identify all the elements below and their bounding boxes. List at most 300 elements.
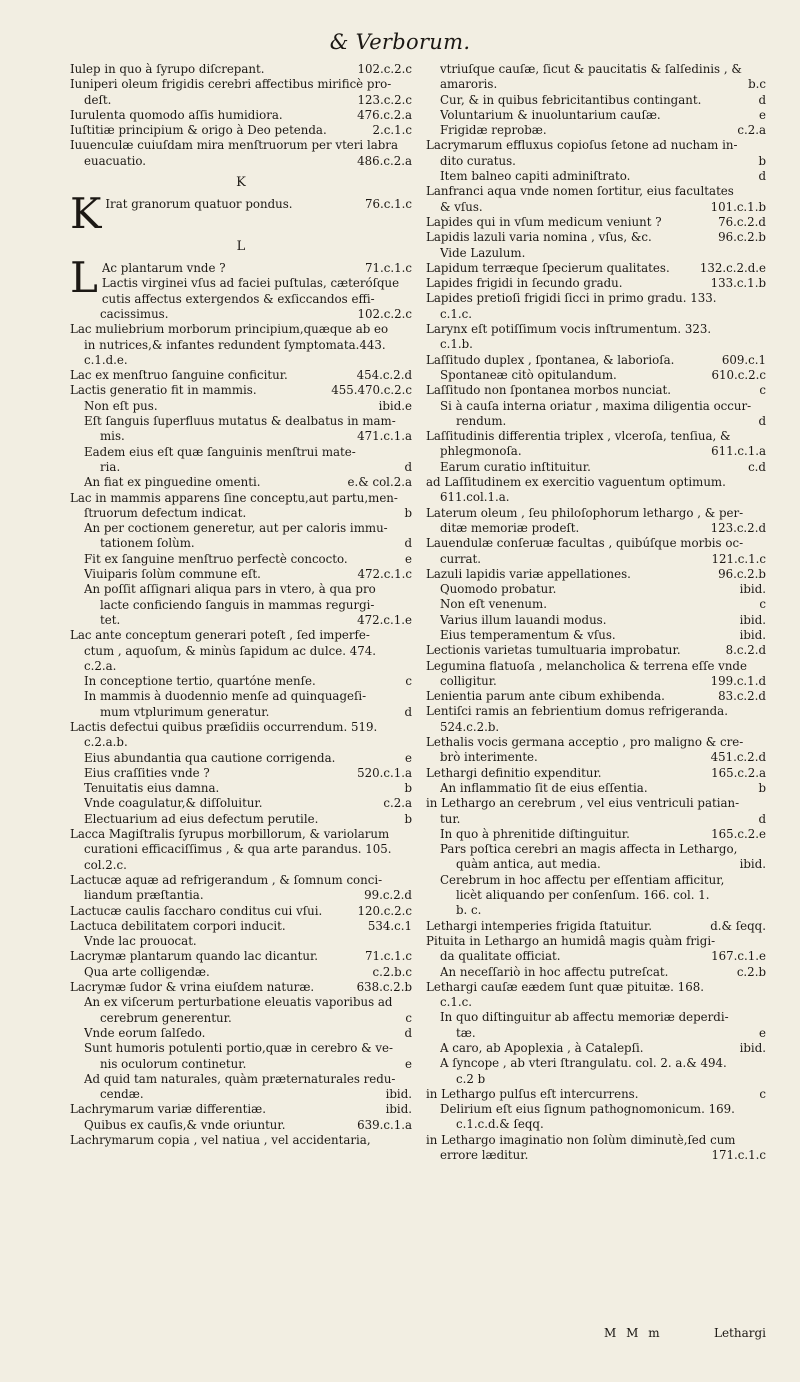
index-line bbox=[70, 735, 412, 750]
entry-reference: 71.c.1.c bbox=[365, 949, 412, 964]
index-line bbox=[426, 552, 766, 567]
index-line bbox=[70, 77, 412, 92]
page-footer bbox=[426, 1326, 766, 1342]
entry-text: c.1.d.e. bbox=[84, 352, 128, 367]
entry-text: In mammis à duodennio menſe ad quinquageſi- bbox=[84, 689, 367, 704]
index-line bbox=[426, 1041, 766, 1056]
entry-text: ad Laſſitudinem ex exercitio vaguentum optimum. bbox=[426, 475, 726, 490]
catchword: Lethargi bbox=[713, 1326, 766, 1340]
entry-reference: ibid. bbox=[739, 582, 766, 597]
index-line bbox=[426, 949, 766, 964]
entry-text: Frigidæ reprobæ. bbox=[440, 123, 547, 138]
index-line bbox=[426, 184, 766, 199]
index-line bbox=[426, 995, 766, 1010]
index-line bbox=[426, 429, 766, 444]
index-line bbox=[426, 750, 766, 765]
index-line bbox=[426, 490, 766, 505]
entry-text: curationi efficaciſſimus , & qua arte parandus. 105. bbox=[84, 842, 392, 857]
entry-text: Laſſitudo duplex , ſpontanea, & laborioſa. bbox=[426, 352, 675, 367]
index-line bbox=[426, 200, 766, 215]
entry-reference: d bbox=[758, 169, 766, 184]
index-line bbox=[426, 62, 766, 77]
index-line bbox=[426, 337, 766, 352]
index-line bbox=[70, 521, 412, 536]
entry-text: Legumina flatuoſa , melancholica & terrena eſſe vnde bbox=[426, 658, 747, 673]
index-line bbox=[70, 567, 412, 582]
entry-text: Vnde coagulatur,& diſſoluitur. bbox=[84, 796, 263, 811]
entry-text: in Lethargo imaginatio non ſolùm diminutè,ſed cum bbox=[426, 1132, 736, 1147]
entry-text: Eius craſſities vnde ? bbox=[84, 765, 210, 780]
index-line bbox=[426, 93, 766, 108]
entry-text: A caro, ab Apoplexia , à Catalepſi. bbox=[440, 1041, 644, 1055]
index-line bbox=[426, 965, 766, 980]
entry-text: In conceptione tertio, quartóne menſe. bbox=[84, 674, 316, 689]
entry-text: 611.col.1.a. bbox=[440, 490, 510, 505]
entry-text: Lazuli lapidis variæ appellationes. bbox=[426, 566, 631, 581]
entry-text: Lacrymarum effluxus copioſus ſetone ad nucham in- bbox=[426, 138, 738, 153]
entry-text: liandum præſtantia. bbox=[84, 888, 204, 903]
running-header: & Verborum. bbox=[329, 30, 471, 54]
index-line bbox=[426, 383, 766, 398]
index-line bbox=[426, 444, 766, 459]
entry-text: Si à cauſa interna oriatur , maxima diligentia occur- bbox=[440, 398, 752, 413]
entry-text: dito curatus. bbox=[440, 153, 516, 168]
entry-text: tationem ſolùm. bbox=[100, 536, 195, 551]
entry-text: vtriuſque cauſæ, ſicut & paucitatis & ſalſedinis , & bbox=[440, 62, 742, 76]
index-line bbox=[426, 873, 766, 888]
entry-text: currat. bbox=[440, 551, 482, 566]
entry-reference: d bbox=[758, 413, 766, 428]
index-line bbox=[426, 246, 766, 261]
entry-reference: e bbox=[759, 107, 766, 122]
index-line bbox=[426, 689, 766, 704]
entry-text: An poſſit aſſignari aliqua pars in vtero, à qua pro bbox=[84, 582, 376, 597]
entry-reference: 165.c.2.e bbox=[711, 826, 766, 841]
entry-reference: c bbox=[759, 1086, 766, 1101]
entry-reference: c.2.b.c bbox=[372, 964, 412, 979]
entry-text: Lethargi definitio expenditur. bbox=[426, 765, 602, 780]
entry-text: Eius abundantia qua cautione corrigenda. bbox=[84, 750, 336, 765]
entry-text: Lectionis varietas tumultuaria improbatur. bbox=[426, 643, 681, 658]
index-line bbox=[426, 215, 766, 230]
entry-text: An neceſſariò in hoc affectu putreſcat. bbox=[440, 964, 669, 979]
index-line bbox=[426, 827, 766, 842]
index-line bbox=[70, 674, 412, 689]
entry-reference: 96.c.2.b bbox=[718, 230, 766, 245]
entry-reference: 123.c.2.c bbox=[357, 92, 412, 107]
entry-reference: e bbox=[405, 1056, 412, 1071]
entry-text: Qua arte colligendæ. bbox=[84, 964, 210, 979]
index-line bbox=[70, 965, 412, 980]
entry-text: lacte conficiendo ſanguis in mammas regurgi- bbox=[100, 597, 375, 612]
entry-text: 524.c.2.b. bbox=[440, 719, 500, 734]
entry-text: Laterum oleum , ſeu philoſophorum lethargo , & per- bbox=[426, 505, 744, 520]
entry-text: in Lethargo pulſus eſt intercurrens. bbox=[426, 1086, 639, 1101]
index-line bbox=[426, 1148, 766, 1163]
entry-text: amaroris. bbox=[440, 77, 498, 92]
index-line bbox=[426, 659, 766, 674]
entry-reference: e bbox=[759, 1025, 766, 1040]
entry-reference: 83.c.2.d bbox=[718, 689, 766, 704]
index-line bbox=[70, 827, 412, 842]
entry-text: b. c. bbox=[456, 903, 482, 918]
index-line bbox=[70, 368, 412, 383]
entry-reference: c.2.a bbox=[737, 123, 766, 138]
index-line bbox=[70, 720, 412, 735]
index-line bbox=[70, 536, 412, 551]
index-line bbox=[70, 582, 412, 597]
entry-reference: 639.c.1.a bbox=[357, 1117, 412, 1132]
index-line bbox=[426, 857, 766, 872]
index-line bbox=[426, 1010, 766, 1025]
entry-text: Lacca Magiſtralis ſyrupus morbillorum, & variolarum bbox=[70, 827, 390, 842]
entry-text: Lapides frigidi in ſecundo gradu. bbox=[426, 276, 623, 291]
entry-reference: 611.c.1.a bbox=[711, 444, 766, 459]
entry-reference: c.2.b bbox=[736, 964, 766, 979]
entry-reference: 520.c.1.a bbox=[357, 765, 412, 780]
entry-reference: 76.c.2.d bbox=[718, 214, 766, 229]
index-line bbox=[426, 399, 766, 414]
entry-text: Vnde eorum ſalſedo. bbox=[84, 1025, 206, 1040]
index-line bbox=[426, 903, 766, 918]
entry-text: Lapidis lazuli varia nomina , vſus, &c. bbox=[426, 230, 652, 245]
entry-text: Eius temperamentum & vſus. bbox=[440, 627, 616, 642]
entry-text: Lentiſci ramis an febrientium domus refrigeranda. bbox=[426, 704, 728, 719]
index-line bbox=[70, 1087, 412, 1102]
entry-text: Laſſitudinis differentia triplex , vlceroſa, tenſiua, & bbox=[426, 429, 731, 444]
entry-reference: e bbox=[405, 750, 412, 765]
entry-text: deſt. bbox=[84, 92, 112, 107]
entry-text: A ſyncope , ab vteri ſtrangulatu. col. 2. a.& 494. bbox=[440, 1056, 727, 1071]
index-line bbox=[426, 812, 766, 827]
index-line bbox=[70, 888, 412, 903]
entry-text: Varius illum lauandi modus. bbox=[440, 612, 607, 627]
entry-reference: 123.c.2.d bbox=[710, 520, 766, 535]
entry-text: Pars poſtica cerebri an magis affecta in Lethargo, bbox=[440, 842, 738, 857]
entry-text: c.2 b bbox=[456, 1071, 486, 1086]
entry-reference: 451.c.2.d bbox=[710, 750, 766, 765]
entry-text: Ad quid tam naturales, quàm præternaturales redu- bbox=[84, 1071, 396, 1086]
index-line bbox=[70, 949, 412, 964]
index-line bbox=[70, 980, 412, 995]
entry-text: Lauendulæ conſeruæ facultas , quibúſque morbis oc- bbox=[426, 536, 744, 551]
entry-reference: 71.c.1.c bbox=[365, 261, 412, 276]
entry-text: Lactis virginei vſus ad faciei puſtulas, cæteróſque bbox=[101, 276, 400, 291]
index-line bbox=[70, 873, 412, 888]
entry-reference: 121.c.1.c bbox=[711, 551, 766, 566]
drop-cap-l: L bbox=[70, 253, 98, 303]
entry-text: Vnde lac prouocat. bbox=[84, 934, 197, 949]
entry-text: brò interimente. bbox=[440, 750, 538, 765]
entry-text: In quo diſtinguitur ab affectu memoriæ deperdi- bbox=[440, 1010, 729, 1025]
entry-text: nis oculorum continetur. bbox=[100, 1056, 247, 1071]
entry-reference: b bbox=[758, 780, 766, 795]
index-line bbox=[70, 506, 412, 521]
index-line bbox=[70, 904, 412, 919]
index-line bbox=[70, 766, 412, 781]
entry-reference: 534.c.1 bbox=[367, 918, 412, 933]
index-line bbox=[426, 796, 766, 811]
entry-text: Vide Lazulum. bbox=[440, 245, 526, 260]
entry-text: c.1.c. bbox=[440, 995, 472, 1010]
entry-text: Iurulenta quomodo aſſis humidiora. bbox=[70, 107, 283, 122]
index-line bbox=[70, 460, 412, 475]
index-line bbox=[426, 613, 766, 628]
entry-reference: ibid.e bbox=[378, 398, 412, 413]
entry-text: Larynx eſt potiſſimum vocis inſtrumentum. 323. bbox=[426, 322, 712, 337]
entry-reference: d bbox=[404, 704, 412, 719]
entry-reference: 171.c.1.c bbox=[711, 1148, 766, 1163]
entry-text: mis. bbox=[100, 429, 125, 444]
entry-text: Voluntarium & inuoluntarium cauſæ. bbox=[440, 107, 661, 122]
entry-text: Lac in mammis apparens ſine conceptu,aut partu,men- bbox=[70, 490, 398, 505]
index-line bbox=[426, 704, 766, 719]
index-line bbox=[426, 1117, 766, 1132]
index-line bbox=[426, 322, 766, 337]
index-line bbox=[426, 980, 766, 995]
entry-text: Viuiparis ſolùm commune eſt. bbox=[84, 567, 261, 582]
entry-text: Eſt ſanguis ſuperfluus mutatus & dealbatus in mam- bbox=[84, 414, 396, 429]
entry-text: in Lethargo an cerebrum , vel eius ventriculi patian- bbox=[426, 796, 740, 811]
entry-reference: c bbox=[405, 1010, 412, 1025]
entry-reference: 76.c.1.c bbox=[365, 197, 412, 212]
index-line bbox=[70, 353, 412, 368]
entry-text: Tenuitatis eius damna. bbox=[84, 781, 220, 796]
entry-reference: 102.c.2.c bbox=[357, 62, 412, 76]
entry-text: in nutrices,& infantes redundent ſymptomata.443. bbox=[84, 337, 386, 352]
index-line bbox=[102, 292, 412, 307]
index-line bbox=[426, 1056, 766, 1071]
entry-text: da qualitate officiat. bbox=[440, 949, 561, 964]
index-line bbox=[70, 1057, 412, 1072]
entry-reference: b.c bbox=[748, 77, 766, 92]
index-line bbox=[70, 659, 412, 674]
index-entry-lac bbox=[70, 253, 412, 307]
entry-text: c.1.c.d.& ſeqq. bbox=[456, 1117, 544, 1132]
entry-reference: 96.c.2.b bbox=[718, 566, 766, 581]
index-line bbox=[426, 888, 766, 903]
entry-reference: 102.c.2.c bbox=[357, 306, 412, 321]
drop-cap-k: K bbox=[70, 189, 102, 239]
entry-text: tæ. bbox=[456, 1025, 476, 1040]
entry-reference: c.2.a bbox=[383, 796, 412, 811]
entry-reference: 455.470.c.2.c bbox=[331, 383, 412, 398]
entry-text: Quomodo probatur. bbox=[440, 582, 557, 597]
entry-reference: 454.c.2.d bbox=[356, 368, 412, 383]
index-line bbox=[426, 1026, 766, 1041]
right-column bbox=[426, 62, 766, 1163]
entry-text: An fiat ex pinguedine omenti. bbox=[84, 475, 261, 490]
entry-reference: 609.c.1 bbox=[721, 352, 766, 367]
entry-reference: 99.c.2.d bbox=[364, 888, 412, 903]
index-line bbox=[70, 338, 412, 353]
entry-text: c.1.b. bbox=[440, 337, 473, 352]
index-line bbox=[426, 108, 766, 123]
index-line bbox=[70, 429, 412, 444]
index-line bbox=[70, 1041, 412, 1056]
index-line bbox=[70, 781, 412, 796]
index-line bbox=[70, 399, 412, 414]
entry-text: Lactucæ caulis ſaccharo conditus cui vſui. bbox=[70, 903, 323, 918]
index-line bbox=[426, 77, 766, 92]
index-line bbox=[70, 1118, 412, 1133]
entry-text: mum vtplurimum generatur. bbox=[100, 704, 270, 719]
entry-text: col.2.c. bbox=[84, 857, 127, 872]
index-line bbox=[70, 1026, 412, 1041]
entry-text: Lanfranci aqua vnde nomen ſortitur, eius facultates bbox=[426, 184, 734, 199]
entry-reference: ibid. bbox=[739, 1041, 766, 1055]
entry-reference: d bbox=[404, 536, 412, 551]
entry-reference: 638.c.2.b bbox=[356, 980, 412, 995]
entry-text: Lethalis vocis germana acceptio , pro maligno & cre- bbox=[426, 735, 744, 750]
index-line bbox=[70, 934, 412, 949]
entry-text: Spontaneæ citò opitulandum. bbox=[440, 367, 617, 382]
index-line bbox=[70, 1133, 412, 1148]
entry-reference: d bbox=[758, 811, 766, 826]
entry-reference: 167.c.1.e bbox=[711, 949, 766, 964]
entry-reference: 610.c.2.c bbox=[711, 367, 766, 382]
entry-reference: ibid. bbox=[739, 627, 766, 642]
index-section-l bbox=[70, 307, 412, 1148]
entry-reference: d.& ſeqq. bbox=[710, 918, 766, 933]
entry-reference: b bbox=[404, 811, 412, 826]
entry-text: Item balneo capiti adminiſtrato. bbox=[440, 169, 631, 184]
entry-text: rendum. bbox=[456, 413, 507, 428]
index-line bbox=[70, 552, 412, 567]
index-line bbox=[426, 414, 766, 429]
entry-text: Lactuca debilitatem corpori inducit. bbox=[70, 918, 286, 933]
entry-text: Irat granorum quatuor pondus. bbox=[105, 197, 293, 212]
index-line bbox=[70, 995, 412, 1010]
index-line bbox=[105, 197, 412, 212]
entry-text: c.2.a.b. bbox=[84, 735, 128, 750]
entry-reference: 132.c.2.d.e bbox=[699, 260, 766, 275]
entry-text: ria. bbox=[100, 459, 121, 474]
entry-text: Lapides qui in vſum medicum veniunt ? bbox=[426, 214, 662, 229]
index-line bbox=[70, 414, 412, 429]
index-line bbox=[426, 307, 766, 322]
index-section-l-continued bbox=[426, 62, 766, 1163]
index-line bbox=[426, 353, 766, 368]
index-line bbox=[426, 230, 766, 245]
index-line bbox=[426, 261, 766, 276]
entry-text: Cerebrum in hoc affectu per eſſentiam afficitur, bbox=[440, 872, 725, 887]
entry-text: Sunt humoris potulenti portio,quæ in cerebro & ve- bbox=[84, 1041, 393, 1056]
entry-reference: e bbox=[405, 551, 412, 566]
section-heading-k: K bbox=[236, 175, 246, 191]
entry-reference: c bbox=[405, 674, 412, 689]
entry-reference: b bbox=[758, 153, 766, 168]
entry-text: Lactis generatio fit in mammis. bbox=[70, 383, 257, 398]
entry-text: ctum , aquoſum, & minùs ſapidum ac dulce. 474. bbox=[84, 643, 377, 658]
entry-text: Cur, & in quibus febricitantibus contingant. bbox=[440, 92, 702, 107]
index-line bbox=[426, 934, 766, 949]
entry-text: Lachrymarum copia , vel natiua , vel accidentaria, bbox=[70, 1133, 371, 1147]
entry-reference: 120.c.2.c bbox=[357, 903, 412, 918]
entry-text: Fit ex ſanguine menſtruo perfectè concocto. bbox=[84, 551, 348, 566]
entry-text: cendæ. bbox=[100, 1087, 144, 1102]
index-line bbox=[426, 781, 766, 796]
entry-text: Lapides pretioſi frigidi ſicci in primo gradu. 133. bbox=[426, 291, 717, 306]
entry-reference: 101.c.1.b bbox=[710, 199, 766, 214]
index-line bbox=[426, 597, 766, 612]
entry-text: Laſſitudo non ſpontanea morbos nunciat. bbox=[426, 383, 671, 398]
entry-text: Ac plantarum vnde ? bbox=[101, 261, 226, 276]
index-line bbox=[426, 1133, 766, 1148]
index-line bbox=[426, 154, 766, 169]
entry-text: cutis affectus extergendos & exſiccandos effi- bbox=[101, 291, 375, 306]
index-line bbox=[426, 766, 766, 781]
entry-text: cacissimus. bbox=[100, 306, 169, 321]
entry-reference: 476.c.2.a bbox=[357, 107, 412, 122]
entry-reference: ibid. bbox=[739, 612, 766, 627]
index-line bbox=[102, 261, 412, 276]
index-line bbox=[426, 1072, 766, 1087]
entry-text: phlegmonoſa. bbox=[440, 444, 522, 459]
entry-reference: 2.c.1.c bbox=[372, 123, 412, 138]
index-line bbox=[426, 720, 766, 735]
index-line bbox=[426, 460, 766, 475]
entry-reference: ibid. bbox=[385, 1102, 412, 1117]
entry-text: Lenientia parum ante cibum exhibenda. bbox=[426, 689, 665, 704]
entry-text: cerebrum generentur. bbox=[100, 1010, 232, 1025]
entry-text: Eadem eius eſt quæ ſanguinis menſtrui mate- bbox=[84, 444, 356, 459]
entry-text: Lacrymæ ſudor & vrina eiuſdem naturæ. bbox=[70, 980, 315, 995]
index-line bbox=[70, 154, 412, 169]
entry-text: ſtruorum defectum indicat. bbox=[84, 505, 247, 520]
entry-text: tur. bbox=[440, 811, 461, 826]
entry-text: Lactis defectui quibus præſidiis occurrendum. 519. bbox=[70, 719, 378, 734]
entry-text: Pituita in Lethargo an humidâ magis quàm frigi- bbox=[426, 933, 716, 948]
entry-text: Iulep in quo à ſyrupo diſcrepant. bbox=[70, 62, 265, 76]
index-line bbox=[70, 475, 412, 490]
index-line bbox=[70, 613, 412, 628]
index-line bbox=[426, 567, 766, 582]
index-line bbox=[426, 123, 766, 138]
entry-text: c.1.c. bbox=[440, 306, 472, 321]
entry-text: Earum curatio inſtituitur. bbox=[440, 459, 591, 474]
entry-text: c.2.a. bbox=[84, 658, 117, 673]
entry-text: licèt aliquando per conſenſum. 166. col. 1. bbox=[456, 888, 710, 903]
index-line bbox=[70, 62, 412, 77]
index-line bbox=[70, 812, 412, 827]
entry-text: An ex viſcerum perturbatione eleuatis vaporibus ad bbox=[84, 995, 393, 1010]
index-line bbox=[426, 1087, 766, 1102]
index-line bbox=[102, 276, 412, 291]
index-line bbox=[426, 1102, 766, 1117]
index-line bbox=[426, 735, 766, 750]
entry-reference: c bbox=[759, 383, 766, 398]
index-line bbox=[426, 643, 766, 658]
entry-text: Non eſt pus. bbox=[84, 398, 158, 413]
index-line bbox=[426, 368, 766, 383]
entry-text: Delirium eſt eius ſignum pathognomonicum. 169. bbox=[440, 1102, 735, 1117]
entry-reference: 472.c.1.e bbox=[357, 612, 412, 627]
index-line bbox=[70, 138, 412, 153]
index-line bbox=[70, 307, 412, 322]
index-line bbox=[70, 445, 412, 460]
entry-text: & vſus. bbox=[440, 199, 483, 214]
entry-reference: 199.c.1.d bbox=[710, 673, 766, 688]
index-line bbox=[70, 93, 412, 108]
entry-text: In quo à phrenitide diſtinguitur. bbox=[440, 826, 630, 841]
index-line bbox=[426, 842, 766, 857]
index-line bbox=[70, 858, 412, 873]
entry-text: Lethargi cauſæ eædem ſunt quæ pituitæ. 168. bbox=[426, 979, 704, 994]
index-line bbox=[70, 689, 412, 704]
index-line bbox=[70, 383, 412, 398]
entry-text: Lac muliebrium morborum principium,quæque ab eo bbox=[70, 322, 389, 337]
